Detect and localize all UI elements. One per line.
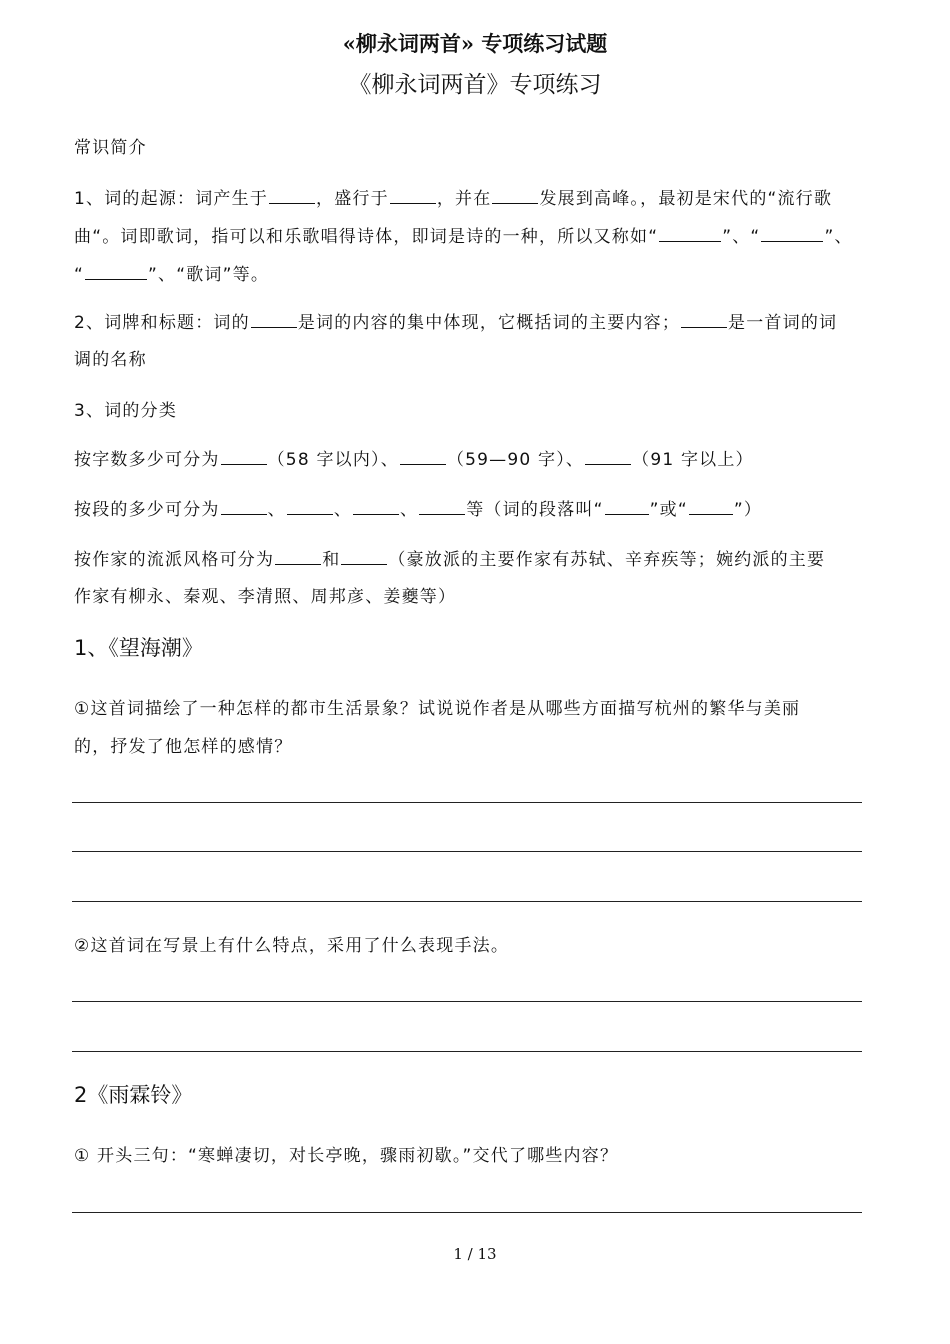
section1-question-b: ②这首词在写景上有什么特点，采用了什么表现手法。 [74,936,510,956]
fill-blank[interactable] [251,312,297,328]
fill-blank[interactable] [585,449,631,465]
section1-question-a-line-1: ①这首词描绘了一种怎样的都市生活景象？试说说作者是从哪些方面描写杭州的繁华与美丽 [74,699,801,719]
section1-heading: 1、《望海潮》 [74,636,203,660]
fill-blank[interactable] [275,549,321,565]
q2-line-2: 调的名称 [74,350,147,370]
answer-line[interactable] [72,901,862,902]
document-title: 《柳永词两首》专项练习 [348,72,602,98]
fill-blank[interactable] [221,449,267,465]
fill-blank[interactable] [400,449,446,465]
intro-heading: 常识简介 [74,138,147,158]
q3-heading: 3、词的分类 [74,401,178,421]
fill-blank[interactable] [269,188,315,204]
fill-blank[interactable] [353,499,399,515]
fill-blank[interactable] [659,226,721,242]
answer-line[interactable] [72,1001,862,1002]
section1-question-a-line-2: 的，抒发了他怎样的感情？ [74,737,293,757]
q3-by-words: 按字数多少可分为 （58 字以内）、 （59—90 字）、 （91 字以上） [74,450,754,470]
fill-blank[interactable] [221,499,267,515]
fill-blank[interactable] [605,499,649,515]
answer-line[interactable] [72,1212,862,1213]
q3-by-style-line-2: 作家有柳永、秦观、李清照、周邦彦、姜夔等） [74,587,457,607]
section2-question-a: ① 开头三句：“寒蝉凄切，对长亭晚，骤雨初歇。”交代了哪些内容？ [74,1146,619,1166]
header-title: «柳永词两首» 专项练习试题 [342,31,608,56]
fill-blank[interactable] [761,226,823,242]
fill-blank[interactable] [681,312,727,328]
fill-blank[interactable] [341,549,387,565]
fill-blank[interactable] [689,499,733,515]
q3-by-style: 按作家的流派风格可分为 和 （豪放派的主要作家有苏轼、辛弃疾等；婉约派的主要 [74,550,826,570]
section2-heading: 2《雨霖铃》 [74,1083,193,1107]
answer-line[interactable] [72,1051,862,1052]
fill-blank[interactable] [390,188,436,204]
answer-line[interactable] [72,851,862,852]
fill-blank[interactable] [419,499,465,515]
answer-line[interactable] [72,802,862,803]
q3-by-sections: 按段的多少可分为 、 、 、 等（词的段落叫“ ”或“ ”） [74,500,763,520]
fill-blank[interactable] [492,188,538,204]
q2-line-1: 2、词牌和标题：词的 是词的内容的集中体现，它概括词的主要内容； 是一首词的词 [74,313,838,333]
fill-blank[interactable] [85,264,147,280]
page-number: 1 / 13 [453,1245,497,1263]
q1-line-2: 曲“。词即歌词，指可以和乐歌唱得诗体，即词是诗的一种，所以又称如“ ”、“ ”、 [74,227,853,247]
fill-blank[interactable] [287,499,333,515]
q1-line-3: “ ”、“歌词”等。 [74,265,270,285]
q1-line-1: 1、词的起源：词产生于 ，盛行于 ，并在 发展到高峰。，最初是宋代的“流行歌 [74,189,833,209]
